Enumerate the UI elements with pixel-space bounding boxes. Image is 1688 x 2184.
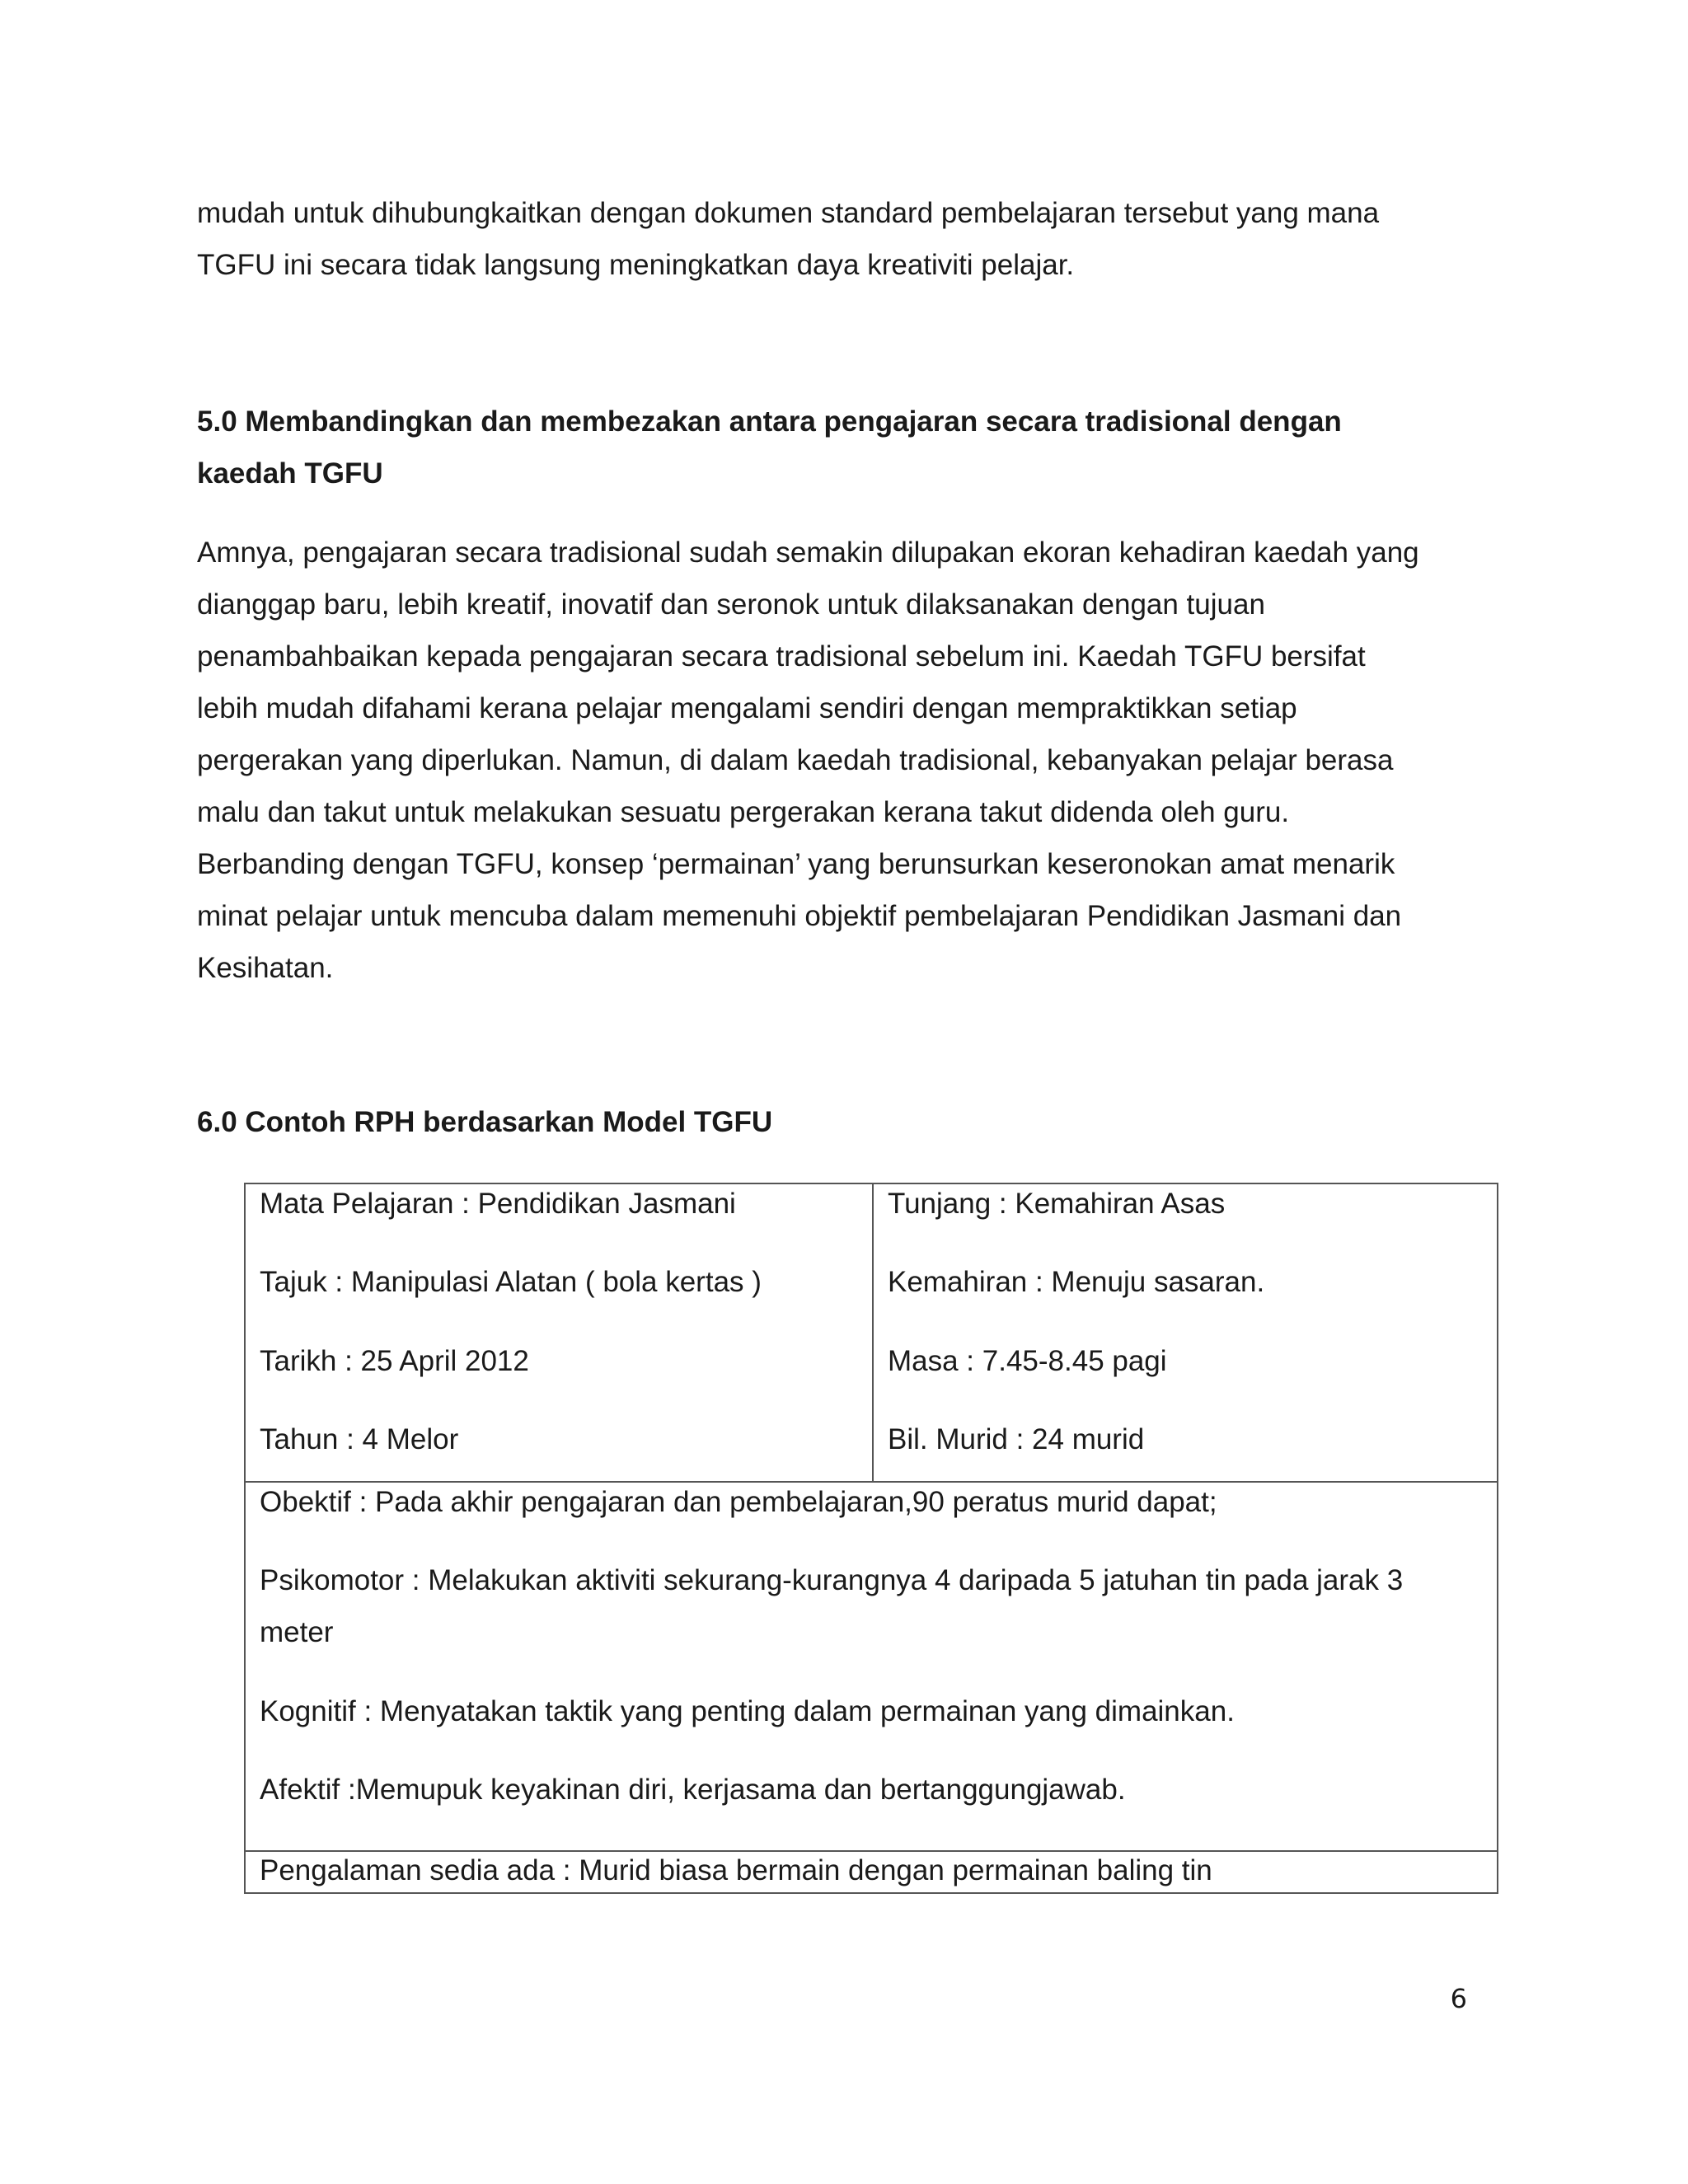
section-6-heading [197, 1096, 1532, 1148]
rph-info-right-cell [874, 1184, 1497, 1481]
rph-info-left-cell [246, 1184, 874, 1481]
section-5-line-9: Kesihatan. [197, 952, 334, 984]
objective-psychomotor-line-2: meter [260, 1616, 334, 1648]
rph-table [244, 1183, 1498, 1894]
rph-prior-experience-row [246, 1852, 1497, 1892]
intro-line-1: mudah untuk dihubungkaitkan dengan dokumen standard pembelajaran tersebut yang mana [197, 197, 1380, 229]
objectives-intro: Obektif : Pada akhir pengajaran dan pembelajaran,90 peratus murid dapat; [260, 1486, 1217, 1518]
section-5-line-7: Berbanding dengan TGFU, konsep ‘permainan’ yang berunsurkan keseronokan amat menarik [197, 848, 1395, 880]
rph-info-row [246, 1184, 1497, 1483]
intro-paragraph [197, 187, 1532, 291]
page-number: 6 [1450, 1983, 1467, 2014]
section-5-line-1: Amnya, pengajaran secara tradisional sudah semakin dilupakan ekoran kehadiran kaedah yang [197, 537, 1419, 569]
objective-cognitive: Kognitif : Menyatakan taktik yang penting dalam permainan yang dimainkan. [260, 1695, 1235, 1727]
core-field: Tunjang : Kemahiran Asas [888, 1188, 1226, 1220]
intro-line-2: TGFU ini secara tidak langsung meningkatkan daya kreativiti pelajar. [197, 249, 1075, 281]
subject-field: Mata Pelajaran : Pendidikan Jasmani [260, 1188, 736, 1220]
section-5-heading [197, 396, 1532, 499]
student-count-field: Bil. Murid : 24 murid [888, 1423, 1145, 1455]
section-5-heading-line-2: kaedah TGFU [197, 457, 383, 490]
section-6-heading-line: 6.0 Contoh RPH berdasarkan Model TGFU [197, 1106, 773, 1138]
section-5-line-4: lebih mudah difahami kerana pelajar mengalami sendiri dengan mempraktikkan setiap [197, 692, 1297, 724]
skill-field: Kemahiran : Menuju sasaran. [888, 1266, 1265, 1298]
objective-affective: Afektif :Memupuk keyakinan diri, kerjasama dan bertanggungjawab. [260, 1774, 1126, 1806]
section-5-heading-line-1: 5.0 Membandingkan dan membezakan antara pengajaran secara tradisional dengan [197, 405, 1342, 438]
section-5-line-8: minat pelajar untuk mencuba dalam memenuhi objektif pembelajaran Pendidikan Jasmani dan [197, 900, 1402, 932]
year-field: Tahun : 4 Melor [260, 1423, 459, 1455]
rph-objectives-row [246, 1483, 1497, 1852]
section-5-line-3: penambahbaikan kepada pengajaran secara tradisional sebelum ini. Kaedah TGFU bersifat [197, 640, 1366, 673]
section-5-line-6: malu dan takut untuk melakukan sesuatu pergerakan kerana takut didenda oleh guru. [197, 796, 1290, 828]
time-field: Masa : 7.45-8.45 pagi [888, 1345, 1167, 1377]
prior-experience: Pengalaman sedia ada : Murid biasa bermain dengan permainan baling tin [260, 1854, 1212, 1886]
section-5-line-2: dianggap baru, lebih kreatif, inovatif dan seronok untuk dilaksanakan dengan tujuan [197, 588, 1265, 621]
title-field: Tajuk : Manipulasi Alatan ( bola kertas ) [260, 1266, 762, 1298]
section-5-line-5: pergerakan yang diperlukan. Namun, di dalam kaedah tradisional, kebanyakan pelajar berasa [197, 744, 1394, 776]
section-5-paragraph [197, 527, 1532, 994]
objective-psychomotor-line-1: Psikomotor : Melakukan aktiviti sekurang-kurangnya 4 daripada 5 jatuhan tin pada jarak 3 [260, 1564, 1404, 1596]
date-field: Tarikh : 25 April 2012 [260, 1345, 529, 1377]
